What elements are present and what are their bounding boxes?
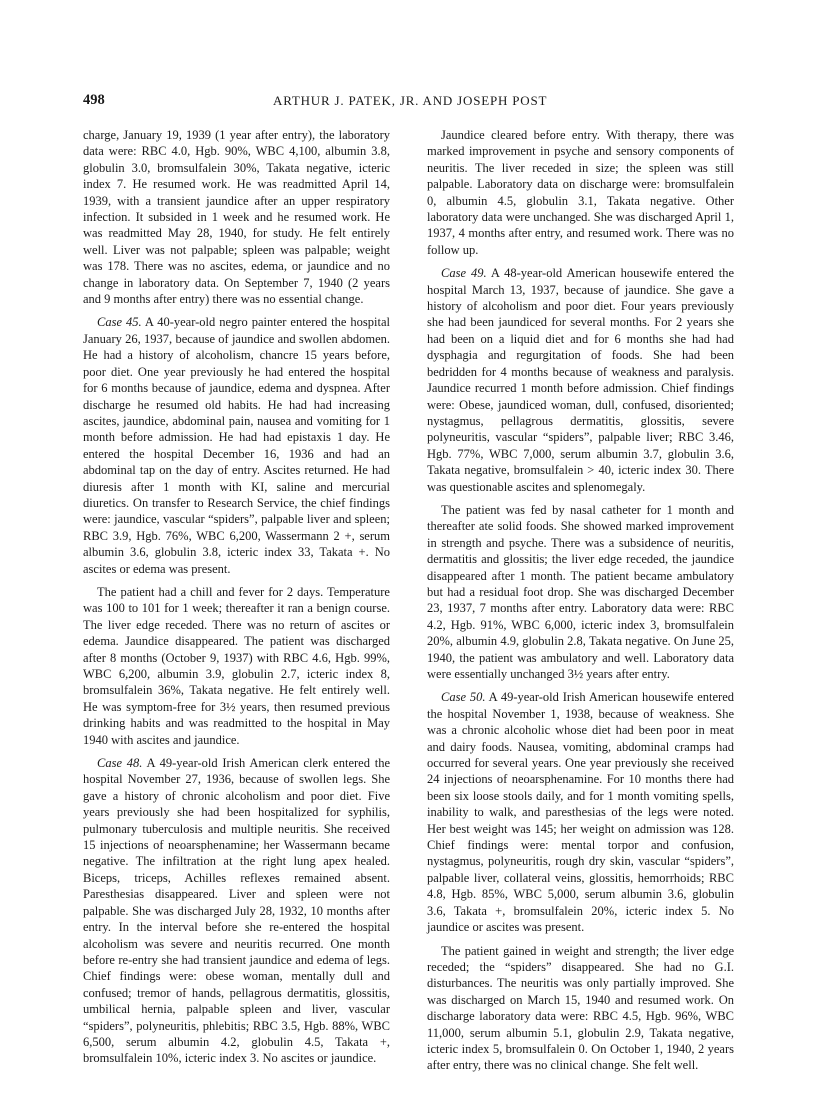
- paragraph-text: charge, January 19, 1939 (1 year after entry), the laboratory data were: RBC 4.0, Hgb. 90%, WBC 4,100, albumin 3.8, globulin 3.0, bromsulfalein 30%, Takata negative, icteric index 7. He resumed work. He was readmitted April 14, 1939, with a transient jaundice after an upper respiratory infection. It subsided in 1 week and he resumed work. He was readmitted May 28, 1940, for study. He felt entirely well. Liver was not palpable; spleen was palpable; weight was 178. There was no ascites, edema, or jaundice and no change in laboratory data. On September 7, 1940 (2 years and 9 months after entry) there was no essential change.: [83, 128, 390, 307]
- paragraph-text: A 40-year-old negro painter entered the hospital January 26, 1937, because of jaundice and swollen abdomen. He had a history of alcoholism, chancre 15 years before, poor diet. One year previously he had entered the hospital for 6 months because of jaundice, edema and dyspnea. After discharge he resumed old habits. He had had increasing ascites, jaundice, abdominal pain, nausea and vomiting for 1 month before admission. He had had epistaxis 1 day. He entered the hospital December 16, 1936 and had an abdominal tap on the day of entry. Ascites returned. He had diuresis after 1 month with KI, saline and mercurial diuretics. On transfer to Research Service, the chief findings were: jaundice, vascular “spiders”, palpable liver and spleen; RBC 3.9, Hgb. 76%, WBC 6,200, Wassermann 2 +, serum albumin 3.6, globulin 3.8, icteric index 33, Takata +. No ascites or edema was present.: [83, 315, 390, 576]
- page-header: [83, 92, 729, 112]
- paragraph-text: A 49-year-old Irish American housewife entered the hospital November 1, 1938, because of weakness. She was a chronic alcoholic whose diet had been poor in meat and dairy foods. Nausea, vomiting, abdominal cramps had occurred for several years. One year previously she received 24 injections of neoarsphenamine. For 10 months there had been six loose stools daily, and for 1 month vomiting spells, inability to walk, and paresthesias of the legs were noted. Her best weight was 145; her weight on admission was 128. Chief findings were: mental torpor and confusion, nystagmus, polyneuritis, rough dry skin, vascular “spiders”, palpable liver, collateral veins, glossitis, hemorrhoids; RBC 4.8, Hgb. 85%, WBC 5,000, serum albumin 3.6, globulin 3.6, Takata +, bromsulfalein 20%, icteric index 5. No jaundice or ascites was present.: [427, 690, 734, 935]
- case-label: Case 48.: [97, 756, 143, 771]
- paragraph-text: The patient was fed by nasal catheter for 1 month and thereafter ate solid foods. She showed marked improvement in strength and psyche. There was a subsidence of neuritis, dermatitis and glossitis; the liver edge receded, the jaundice disappeared after 1 month. The patient became ambulatory but had a residual foot drop. She was discharged December 23, 1937, 7 months after entry. Laboratory data were: RBC 4.2, Hgb. 91%, WBC 6,000, icteric index 3, bromsulfalein 20%, albumin 4.9, globulin 2.8, Takata negative. On June 25, 1940, the patient was ambulatory and well. Laboratory data were essentially unchanged 3½ years after entry.: [427, 502, 734, 681]
- paragraph: [83, 127, 390, 307]
- paragraph-text: A 49-year-old Irish American clerk entered the hospital November 27, 1936, because of swollen legs. She gave a history of chronic alcoholism and poor diet. Five years previously she had been hospitalized for syphilis, pulmonary tuberculosis and multiple neuritis. She received 15 injections of neoarsphenamine; her Wassermann became negative. The infiltration at the right lung apex healed. Biceps, triceps, Achilles reflexes remained absent. Paresthesias disappeared. Liver and spleen were not palpable. She was discharged July 28, 1932, 10 months after entry. In the interval before she re-entered the hospital alcoholism was severe and neuritis recurred. One month before re-entry she had transient jaundice and edema of legs. Chief findings were: obese woman, mentally dull and confused; tremor of hands, pellagrous dermatitis, glossitis, umbilical hernia, palpable spleen and liver, vascular “spiders”, polyneuritis, phlebitis; RBC 3.5, Hgb. 88%, WBC 6,500, serum albumin 4.2, globulin 4.5, Takata +, bromsulfalein 10%, icteric index 3. No ascites or jaundice.: [83, 756, 390, 1066]
- paragraph-text: The patient gained in weight and strength; the liver edge receded; the “spiders” disappeared. She had no G.I. disturbances. The neuritis was only partially improved. She was discharged on March 15, 1940 and resumed work. On discharge laboratory data were: RBC 4.5, Hgb. 96%, WBC 11,000, serum albumin 5.1, globulin 2.9, Takata negative, icteric index 5, bromsulfalein 0. On October 1, 1940, 2 years after entry, there was no clinical change. She felt well.: [427, 943, 734, 1073]
- right-column: [427, 127, 734, 1081]
- case-label: Case 49.: [441, 266, 487, 281]
- case-label: Case 50.: [441, 690, 486, 705]
- paragraph: [83, 584, 390, 748]
- paragraph: [427, 265, 734, 495]
- paragraph-text: Jaundice cleared before entry. With therapy, there was marked improvement in psyche and sensory components of neuritis. The liver receded in size; the spleen was still palpable. Laboratory data on discharge were: bromsulfalein 0, albumin 4.5, globulin 3.1, Takata negative. Other laboratory data were unchanged. She was discharged April 1, 1937, 4 months after entry, and resumed work. There was no follow up.: [427, 128, 734, 257]
- paragraph-text: The patient had a chill and fever for 2 days. Temperature was 100 to 101 for 1 week; thereafter it ran a benign course. The liver edge receded. There was no return of ascites or edema. Jaundice disappeared. The patient was discharged after 8 months (October 9, 1937) with RBC 4.6, Hgb. 99%, WBC 6,200, albumin 3.9, globulin 2.7, icteric index 8, bromsulfalein 36%, Takata negative. He felt entirely well. He was symptom-free for 3½ years, then resumed previous drinking habits and was readmitted to the hospital in May 1940 with ascites and jaundice.: [83, 584, 390, 747]
- page-number: 498: [83, 92, 105, 108]
- paragraph: [83, 314, 390, 577]
- paragraph: [427, 943, 734, 1074]
- paragraph: [427, 689, 734, 935]
- running-head: ARTHUR J. PATEK, JR. AND JOSEPH POST: [273, 93, 548, 108]
- left-column: [83, 127, 390, 1074]
- paragraph: [427, 127, 734, 258]
- paragraph: [427, 502, 734, 682]
- paragraph: [83, 755, 390, 1067]
- paragraph-text: A 48-year-old American housewife entered the hospital March 13, 1937, because of jaundice. She gave a history of alcoholism and poor diet. Four years previously she had been jaundiced for several months. For 2 years she had been on a liquid diet and for 6 months she had had dysphagia and regurgitation of foods. She had been bedridden for 4 months because of weakness and paralysis. Jaundice recurred 1 month before admission. Chief findings were: Obese, jaundiced woman, dull, confused, disoriented; nystagmus, pellagrous dermatitis, glossitis, severe polyneuritis, vascular “spiders”, palpable liver; RBC 3.46, Hgb. 77%, WBC 7,000, serum albumin 3.7, globulin 3.6, Takata negative, bromsulfalein > 40, icteric index 30. There was questionable ascites and splenomegaly.: [427, 266, 735, 494]
- case-label: Case 45.: [97, 315, 142, 330]
